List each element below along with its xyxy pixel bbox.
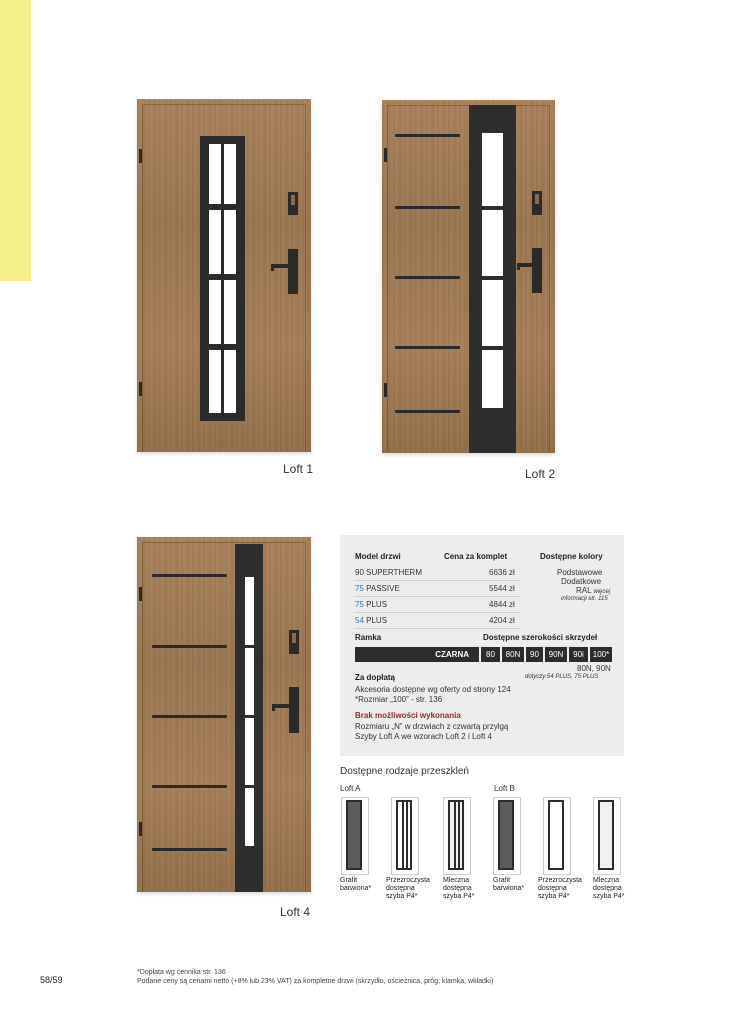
width-option: 100*: [590, 647, 612, 662]
handle: [532, 248, 542, 293]
glass-caption: Przezroczysta dostępna szyba P4*: [386, 877, 430, 900]
lock-icon: [289, 630, 299, 654]
hinge: [139, 149, 142, 163]
glass-section-title: Dostępne rodzaje przeszkleń: [340, 766, 469, 777]
glass-sample: [593, 797, 621, 875]
loft-a-label: Loft A: [340, 784, 361, 793]
widths-note: 80N, 90N: [577, 664, 611, 673]
color-extra: Dodatkowe: [561, 577, 602, 586]
lock-icon: [288, 192, 298, 215]
model-row: 90 SUPERTHERM: [355, 568, 422, 577]
extra-line-2: *Rozmiar „100” - str. 136: [355, 695, 443, 704]
hinge: [139, 822, 142, 836]
glass-caption: Grafit barwiona*: [340, 877, 372, 892]
hinge: [384, 148, 387, 162]
col-colors: Dostępne kolory: [540, 552, 603, 561]
glass-sample: [543, 797, 571, 875]
width-option: 80N: [502, 647, 524, 662]
page-number: 58/59: [40, 975, 63, 985]
door-label-loft-4: Loft 4: [280, 905, 311, 919]
hinge: [139, 587, 142, 601]
price: 6636 zł: [489, 568, 515, 577]
handle: [288, 249, 298, 294]
width-option: 90i: [569, 647, 588, 662]
model-row: 75 PLUS: [355, 600, 388, 609]
glass-panel: [200, 136, 245, 421]
handle: [289, 687, 299, 733]
col-model: Model drzwi: [355, 552, 401, 561]
extra-label: Za dopłatą: [355, 673, 396, 682]
model-row: 54 PLUS: [355, 616, 388, 625]
hinge: [384, 383, 387, 397]
door-loft-2: [382, 100, 555, 453]
glass-caption: Mleczna dostępna szyba P4*: [443, 877, 475, 900]
spec-panel: [340, 535, 624, 756]
door-loft-1: [137, 99, 311, 452]
color-basic: Podstawowe: [557, 568, 603, 577]
door-label-loft-2: Loft 2: [525, 467, 556, 481]
loft-b-label: Loft B: [494, 784, 515, 793]
widths-label: Dostępne szerokości skrzydeł: [483, 633, 598, 642]
footnote: *Dopłata wg cennika str. 136: [137, 969, 226, 976]
glass-sample: [391, 797, 419, 875]
section-tab: [0, 0, 31, 281]
width-option: 90: [526, 647, 543, 662]
frame-label: Ramka: [355, 633, 382, 642]
unavailable-line-2: Szyby Loft A we wzorach Loft 2 i Loft 4: [355, 732, 492, 741]
color-ral-note: informacji str. 115: [561, 596, 608, 602]
color-ral: RAL więcej: [576, 586, 611, 595]
glass-caption: Przezroczysta dostępna szyba P4*: [538, 877, 582, 900]
door-label-loft-1: Loft 1: [283, 462, 314, 476]
model-row: 75 PASSIVE: [355, 584, 400, 593]
glass-sample: [443, 797, 471, 875]
glass-sample: [493, 797, 521, 875]
price: 4844 zł: [489, 600, 515, 609]
col-price: Cena za komplet: [444, 552, 508, 561]
frame-value: CZARNA: [355, 647, 479, 662]
extra-line-1: Akcesoria dostępne wg oferty od strony 124: [355, 685, 511, 694]
width-option: 80: [481, 647, 500, 662]
price: 4204 zł: [489, 616, 515, 625]
price-note: Podane ceny są cenami netto (+8% lub 23% VAT) za kompletne drzwi (skrzydło, ościeżnica, próg, klamka, wkładki): [137, 978, 494, 985]
lock-icon: [532, 191, 542, 215]
widths-note-2: dotyczy 54 PLUS, 75 PLUS: [525, 674, 599, 680]
glass-caption: Mleczna dostępna szyba P4*: [593, 877, 625, 900]
width-option: 90N: [545, 647, 567, 662]
door-loft-4: [137, 537, 311, 892]
hinge: [139, 382, 142, 396]
unavailable-label: Brak możliwości wykonania: [355, 711, 461, 720]
glass-caption: Grafit barwiona*: [493, 877, 525, 892]
glass-sample: [341, 797, 369, 875]
price: 5544 zł: [489, 584, 515, 593]
unavailable-line-1: Rozmiaru „N” w drzwiach z czwartą przylgą: [355, 722, 509, 731]
